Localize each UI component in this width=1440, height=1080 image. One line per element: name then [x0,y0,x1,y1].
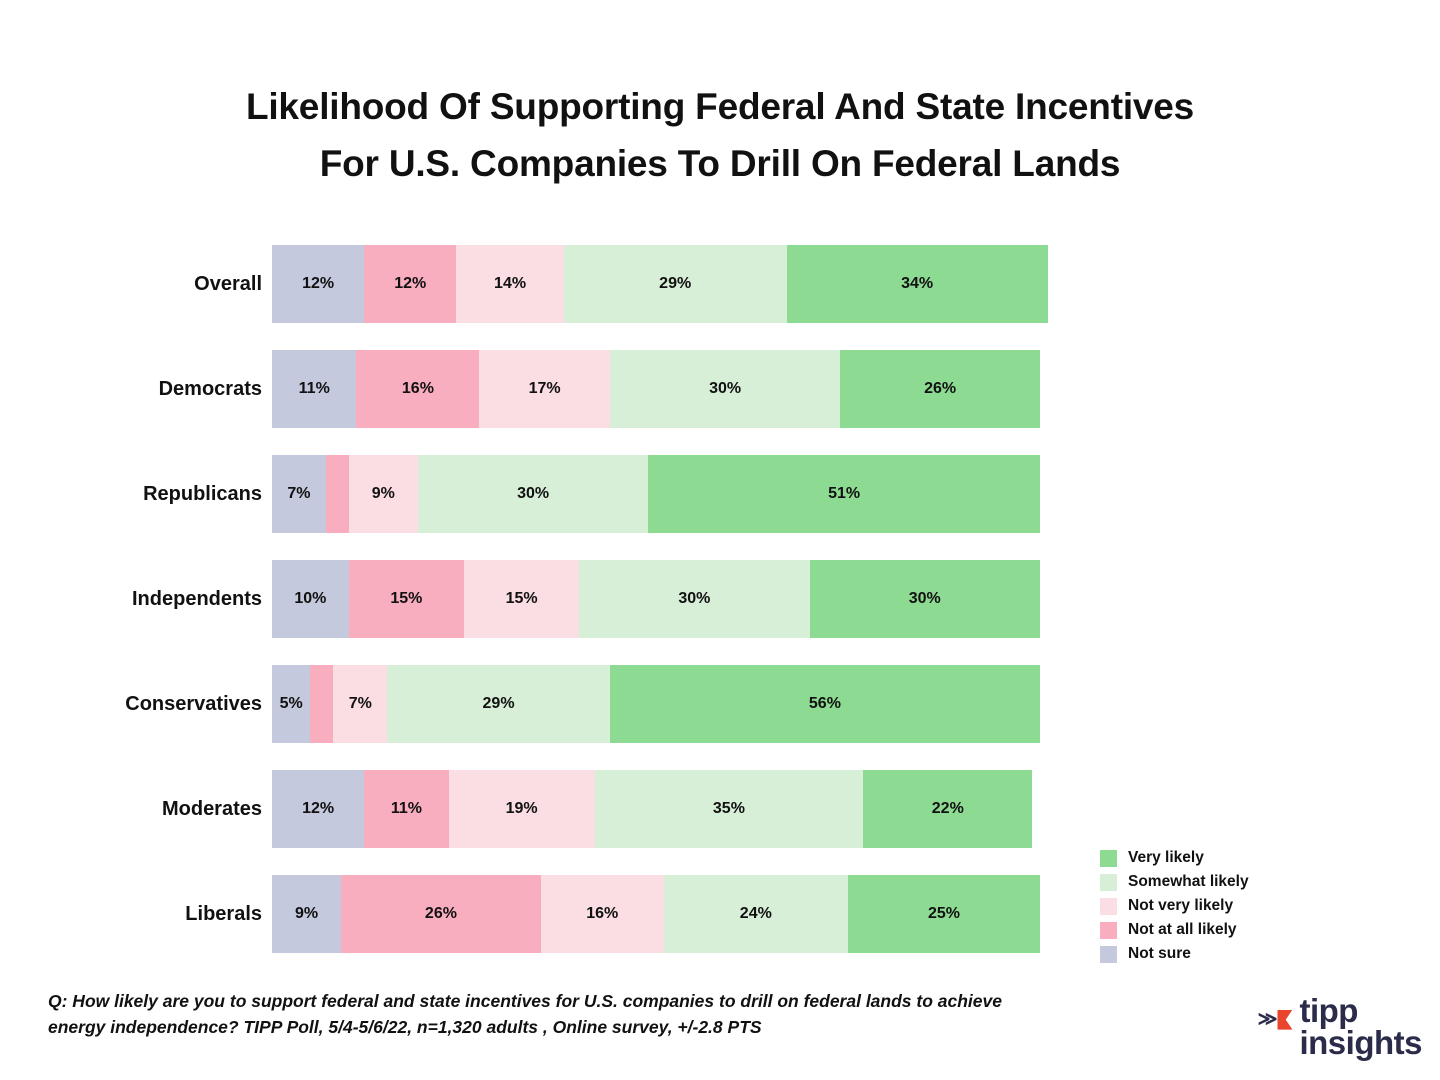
bar-segment [664,875,848,953]
category-label: Democrats [158,378,262,400]
chart-row [0,560,1440,638]
bar-segment-label: 7% [348,695,372,712]
bar-segment-label: 7% [287,485,311,502]
bar-segment [326,455,349,533]
bar-segment-label: 35% [712,800,745,817]
bar-segment [387,665,610,743]
brand-name-line-2: insights [1299,1023,1422,1061]
chevrons-icon: ≫ [1257,1009,1276,1031]
bar-segment [610,350,840,428]
bar-segment-label: 34% [901,275,934,292]
bar-segment-label: 29% [659,275,692,292]
page-title-line-2: For U.S. Companies To Drill On Federal Lands [319,143,1121,185]
stacked-bar [272,350,1040,428]
legend-item [1100,894,1249,918]
bar-segment [787,245,1048,323]
chart-footnote [48,988,1228,1041]
legend-item [1100,918,1249,942]
bar-segment-label: 24% [739,905,772,922]
bar-segment-label: 12% [302,275,335,292]
category-label: Independents [131,588,262,610]
chart-legend [1100,846,1249,966]
bar-segment [272,245,364,323]
legend-item [1100,846,1249,870]
bar-segment [272,560,349,638]
bar-segment [364,770,448,848]
bar-segment-label: 25% [927,905,960,922]
bar-segment-label: 51% [828,485,861,502]
brand-logo [1257,992,1422,1061]
bar-segment-label: 11% [298,380,330,397]
brand-name-line-1: tipp [1299,992,1358,1030]
footnote-line-2: energy independence? TIPP Poll, 5/4-5/6/22, n=1,320 adults , Online survey, +/-2.8 PTS [48,1017,762,1038]
stacked-bar [272,245,1048,323]
bar-segment-label: 29% [482,695,515,712]
bar-segment [564,245,787,323]
category-label: Conservatives [125,693,262,715]
bar-segment-label: 56% [808,695,841,712]
bar-segment-label: 9% [294,905,319,922]
bar-segment [456,245,564,323]
stacked-bar [272,770,1032,848]
bar-segment-label: 26% [424,905,457,922]
bar-segment [610,665,1040,743]
bar-segment-label: 17% [528,380,561,397]
bar-segment-label: 16% [401,380,434,397]
bar-segment [272,455,326,533]
chart-row [0,455,1440,533]
chart-row [0,245,1440,323]
bar-segment [349,455,418,533]
bar-segment [464,560,579,638]
footnote-line-1: Q: How likely are you to support federal and state incentives for U.S. companies to drill on federal lands to achieve [48,991,1002,1011]
bar-segment [356,350,479,428]
bar-segment [449,770,595,848]
legend-item [1100,942,1249,966]
bar-segment [648,455,1040,533]
page-title-line-1: Likelihood Of Supporting Federal And State Incentives [245,86,1195,127]
bar-segment [341,875,541,953]
bar-segment-label: 14% [494,275,527,292]
chart-row [0,350,1440,428]
tipp-logo-mark [1258,1010,1293,1030]
bar-segment [272,665,310,743]
category-label: Moderates [161,798,262,820]
chart-row [0,665,1440,743]
legend-swatch [1100,922,1117,939]
legend-swatch [1100,874,1117,891]
legend-swatch [1100,946,1117,963]
legend-swatch [1100,850,1117,867]
bar-segment [272,350,356,428]
bar-segment-label: 16% [586,905,619,922]
stacked-bar [272,455,1040,533]
flag-icon [1277,1010,1292,1030]
bar-segment [364,245,456,323]
bar-segment [541,875,664,953]
page-title [0,0,1440,193]
bar-segment [479,350,610,428]
category-label: Liberals [185,903,262,925]
bar-segment-label: 19% [505,800,538,817]
bar-segment [333,665,387,743]
legend-label: Not sure [1128,945,1191,962]
legend-label: Not very likely [1128,897,1234,914]
bar-segment-label: 12% [394,275,427,292]
bar-segment-label: 26% [924,380,957,397]
bar-segment [595,770,864,848]
bar-segment-label: 5% [279,695,303,712]
stacked-bar [272,560,1040,638]
bar-segment-label: 30% [908,590,941,607]
legend-swatch [1100,898,1117,915]
bar-segment [418,455,648,533]
bar-segment-label: 30% [709,380,742,397]
bar-segment-label: 9% [371,485,395,502]
bar-segment [848,875,1040,953]
bar-segment-label: 15% [505,590,538,607]
category-label: Overall [194,273,262,295]
legend-item [1100,870,1249,894]
bar-segment [272,770,364,848]
chart-row [0,770,1440,848]
bar-segment [810,560,1040,638]
bar-segment-label: 12% [302,800,335,817]
brand-name [1299,992,1422,1061]
category-label: Republicans [143,483,262,505]
bar-segment-label: 30% [678,590,711,607]
bar-segment-label: 11% [390,800,422,817]
legend-label: Very likely [1128,849,1204,866]
bar-segment [579,560,809,638]
bar-segment [349,560,464,638]
bar-segment-label: 10% [294,590,327,607]
bar-segment [272,875,341,953]
stacked-bar [272,875,1040,953]
bar-segment [840,350,1040,428]
bar-segment-label: 30% [517,485,550,502]
stacked-bar [272,665,1040,743]
bar-segment [863,770,1032,848]
legend-label: Not at all likely [1128,921,1237,938]
bar-segment [310,665,333,743]
bar-segment-label: 15% [390,590,423,607]
bar-segment-label: 22% [931,800,964,817]
legend-label: Somewhat likely [1128,873,1249,890]
